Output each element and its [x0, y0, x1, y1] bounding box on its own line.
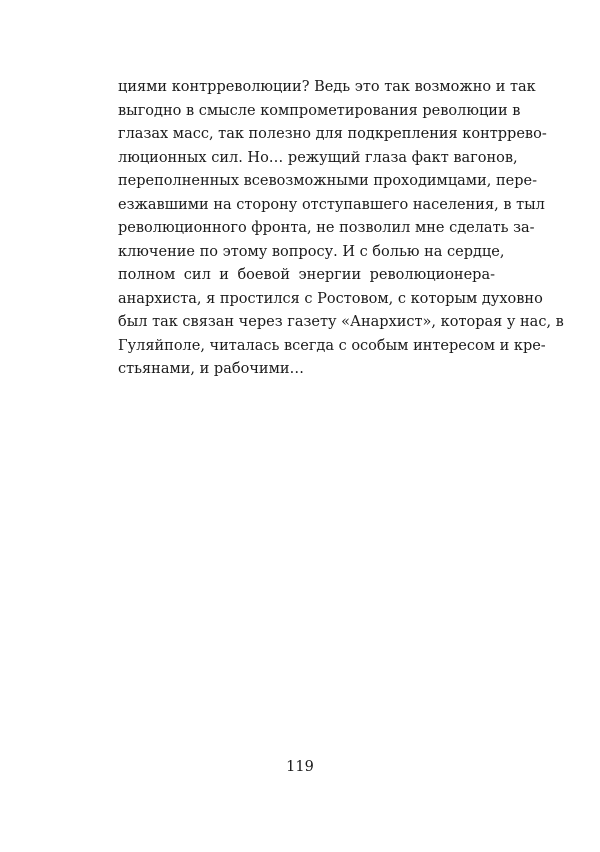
body-text	[118, 76, 564, 382]
text-line: ключение по этому вопросу. И с болью на сердце,	[118, 243, 505, 260]
text-line: переполненных всевозможными проходимцами, пере-	[118, 173, 537, 189]
text-line: циями контрреволюции? Ведь это так возможно и так	[118, 79, 536, 95]
text-line: полном сил и боевой энергии революционера-	[118, 267, 495, 283]
text-line: глазах масс, так полезно для подкрепления контррево-	[118, 126, 547, 142]
text-line: люционных сил. Но… режущий глаза факт вагонов,	[118, 149, 518, 166]
text-line: анархиста, я простился с Ростовом, с которым духовно	[118, 290, 543, 307]
text-line: езжавшими на сторону отступавшего населения, в тыл	[118, 196, 545, 213]
text-line: революционного фронта, не позволил мне сделать за-	[118, 220, 535, 236]
page-number: 119	[286, 759, 314, 775]
text-line: выгодно в смысле компрометирования революции в	[118, 102, 521, 119]
text-line: стьянами, и рабочими…	[118, 361, 305, 377]
text-line: Гуляйполе, читалась всегда с особым интересом и кре-	[118, 337, 546, 354]
text-line: был так связан через газету «Анархист», которая у нас, в	[118, 314, 564, 330]
